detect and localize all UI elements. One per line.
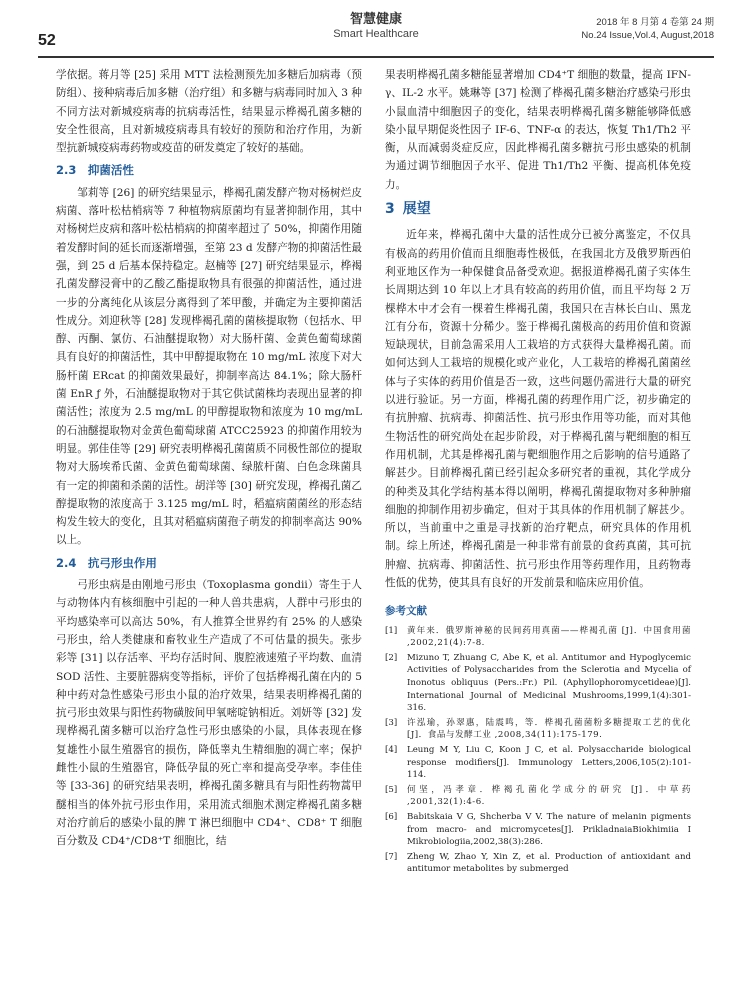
reference-item [385,851,691,876]
reference-text: 何坚，冯孝章．桦褐孔菌化学成分的研究 [J]．中草药 ,2001,32(1):4-6. [407,784,691,808]
journal-title-cn: 智慧健康 [349,12,402,27]
section-2-3-heading: 2.3 抑菌活性 [56,163,134,178]
issue-info-cn: 2018 年 8 月第 4 卷第 24 期 [596,17,714,28]
reference-item [385,744,691,782]
reference-text: Mizuno T, Zhuang C, Abe K, et al. Antitumor and Hypoglycemic Activities of Polysaccharides from the Sclerotia and Mycelia of Inonotus obliquus (Pers.:Fr.) Pil. (Aphyllophoromycetideae)[J]. International Journal of Medicinal Mushrooms,1999,1(4):301-316. [407,652,691,714]
issue-info-en: No.24 Issue,Vol.4, August,2018 [581,30,714,41]
section-2-3-paragraph: 邹莉等 [26] 的研究结果显示，桦褐孔菌发酵产物对杨树烂皮病菌、落叶松枯梢病等 7 种植物病原菌均有显著抑制作用，其中对杨树烂皮病和落叶松枯梢病的抑菌率超过了 50%，抑菌作用随着发酵时间的延长而逐渐增强，至第 23 d 发酵产物的抑菌活性最强，到 25 d 后基本保持稳定。赵楠等 [27] 研究结果显示，桦褐孔菌发酵浸膏中的乙酸乙酯提取物具有很强的抑菌活性，通过进一步的分离纯化从该层分离得到了苯甲酸，并确定为主要抑菌活性成分。刘迎秋等 [28] 发现桦褐孔菌的菌核提取物（包括水、甲醇、丙酮、氯仿、石油醚提取物）对大肠杆菌、金黄色葡萄球菌具有良好的抑菌活性，其中甲醇提取物在 10 mg/mL 浓度下对大肠杆菌 ERcat 的抑菌效果最好，抑制率高达 84.1%；除大肠杆菌 EnR ƒ 外，石油醚提取物对于其它供试菌株均表现出显著的抑菌活性；浓度为 2.5 mg/mL 的甲醇提取物和浓度为 10 mg/mL 的石油醚提取物对金黄色葡萄球菌 ATCC25923 的抑菌作用较为明显。郭佳佳等 [29] 研究表明桦褐孔菌菌质不同极性部位的提取物对大肠埃希氏菌、金黄色葡萄球菌、绿脓杆菌、白色念珠菌具有一定的抑菌和杀菌的活性。胡洋等 [30] 研究发现，桦褐孔菌乙醇提取物的浓度高于 3.125 mg/mL 时，稻瘟病菌菌丝的形态结构发生较大的变化，且其对稻瘟病菌孢子萌发的抑制率高达 90% 以上。 [56,186,362,547]
page-header [38,6,714,58]
intro-paragraph: 学依据。蒋月等 [25] 采用 MTT 法检测预先加多糖后加病毒（预防组）、接种病毒后加多糖（治疗组）和多糖与病毒同时加入 3 种不同方法对新城疫病毒的抗病毒活性，结果显示桦褐孔菌多糖的安全性很高，且对新城疫病毒具有较好的预防和治疗作用，为新型抗新城疫病毒药物或疫苗的研发奠定了较好的基础。 [56,69,362,155]
reference-number: [3] [385,717,398,728]
reference-number: [4] [385,744,398,755]
reference-text: 黄年来．俄罗斯神秘的民间药用真菌——桦褐孔菌 [J]．中国食用菌 ,2002,21(4):7-8. [407,625,691,649]
reference-text: Zheng W, Zhao Y, Xin Z, et al. Production of antioxidant and antitumor metabolites by submerged [407,851,691,875]
journal-title-en: Smart Healthcare [333,28,419,40]
reference-number: [6] [385,811,398,822]
reference-text: 许泓瑜，孙翠惠，陆震鸣，等．桦褐孔菌菌粉多糖提取工艺的优化 [J]．食品与发酵工业 ,2008,34(11):175-179. [407,717,691,741]
section-3-number: 3 [385,201,395,218]
reference-item [385,717,691,742]
section-2-4-heading: 2.4 抗弓形虫作用 [56,555,157,570]
references-heading: 参考文献 [385,605,427,618]
section-3-heading [385,200,691,218]
reference-item [385,784,691,809]
reference-item [385,652,691,715]
issue-info [581,16,714,42]
reference-text: Babitskaia V G, Shcherba V V. The nature of melanin pigments from macro- and micromycetes[J]. PrikladnaiaBiokhimiia I Mikrobiologiia,2002,38(3):286. [407,811,691,848]
reference-number: [5] [385,784,398,795]
page-number: 52 [38,32,56,49]
header-rule [38,56,714,58]
reference-number: [2] [385,652,398,663]
right-column [385,66,691,878]
section-3-paragraph: 近年来，桦褐孔菌中大量的活性成分已被分离鉴定，不仅具有极高的药用价值而且细胞毒性极低，在我国北方及俄罗斯西伯利亚地区作为一种保健食品备受欢迎。据报道桦褐孔菌子实体生长周期达到 10 年以上才具有较高的药用价值，而且平均每 2 万棵桦木中才会有一棵着生桦褐孔菌，我国只在吉林长白山、黑龙江有分布，资源十分稀少。鉴于桦褐孔菌极高的药用价值和资源短缺现状，目前急需采用人工栽培的方式获得大量桦褐孔菌。而如何达到人工栽培的规模化或产业化，人工栽培的桦褐孔菌菌丝体与子实体的药用价值是否一致，这些问题仍需进行大量的研究以进行验证。另一方面，桦褐孔菌的药理作用广泛，初步确定的有抗肿瘤、抗病毒、抑菌活性、抗弓形虫作用等功能，而对其他生物活性的研究尚处在起步阶段，对于桦褐孔菌与靶细胞的相互作用机制，尤其是桦褐孔菌与靶细胞作用之后影响的信号通路了解甚少。目前桦褐孔菌已经引起众多研究者的重视，其化学成分的种类及其化学结构基本得以阐明，桦褐孔菌提取物对多种肿瘤细胞的抑制作用初步确定，但对于其具体的作用机制了解甚少。所以，当前重中之重是寻找新的治疗靶点，研究具体的作用机制。综上所述，桦褐孔菌是一种非常有前景的食药真菌，其可抗肿瘤、抗病毒、抑菌活性、抗弓形虫作用等药理作用，且药物毒性低的优势，使其具有良好的开发前景和临床应用价值。 [385,229,691,590]
reference-item [385,625,691,650]
reference-number: [7] [385,851,398,862]
reference-item [385,811,691,849]
reference-number: [1] [385,625,398,636]
reference-text: Leung M Y, Liu C, Koon J C, et al. Polysaccharide biological response modifiers[J]. Immunology Letters,2006,105(2):101-114. [407,744,691,781]
continued-paragraph: 果表明桦褐孔菌多糖能显著增加 CD4⁺T 细胞的数量，提高 IFN-γ、IL-2 水平。姚琳等 [37] 检测了桦褐孔菌多糖治疗感染弓形虫小鼠血清中细胞因子的变化，结果表明桦褐孔菌多糖能够降低感染小鼠早期促炎性因子 IF-6、TNF-α 的表达，恢复 Th1/Th2 平衡，从而减弱炎症反应，因此桦褐孔菌多糖抗弓形虫感染的机制为通过调节细胞因子水平、促进 Th1/Th2 平衡、提高机体免疫力。 [385,69,691,191]
references-list [385,625,691,876]
section-2-4-paragraph: 弓形虫病是由刚地弓形虫（Toxoplasma gondii）寄生于人与动物体内有核细胞中引起的一种人兽共患病，人群中弓形虫的平均感染率可以高达 50%，有人推算全世界约有 25% 的人感染弓形虫，给人类健康和畜牧业生产造成了不可估量的损失。张步彩等 [31] 以存活率、平均存活时间、腹腔液速殖子平均数、血清 SOD 活性、主要脏器病变等指标，评价了包括桦褐孔菌在内的 5 种中药对急性感染弓形虫小鼠的治疗效果，结果表明桦褐孔菌的抗弓形虫效果与阳性药物磺胺间甲氧嘧啶钠相近。刘妍等 [32] 发现桦褐孔菌多糖可以治疗急性弓形虫感染的小鼠，具体表现在修复雄性小鼠生殖器官的损伤，降低睾丸生精细胞的凋亡率；保护雌性小鼠的生殖器官，降低孕鼠的死亡率和提高受孕率。李佳佳等 [33-36] 的研究结果表明，桦褐孔菌多糖具有与阳性药物蒿甲醚相当的体外抗弓形虫作用，采用流式细胞术测定桦褐孔菌多糖对治疗前后的感染小鼠的脾 T 淋巴细胞中 CD4⁺、CD8⁺ T 细胞百分数及 CD4⁺/CD8⁺T 细胞比，结 [56,579,362,848]
section-3-title: 展望 [402,201,431,218]
left-column [56,66,362,850]
